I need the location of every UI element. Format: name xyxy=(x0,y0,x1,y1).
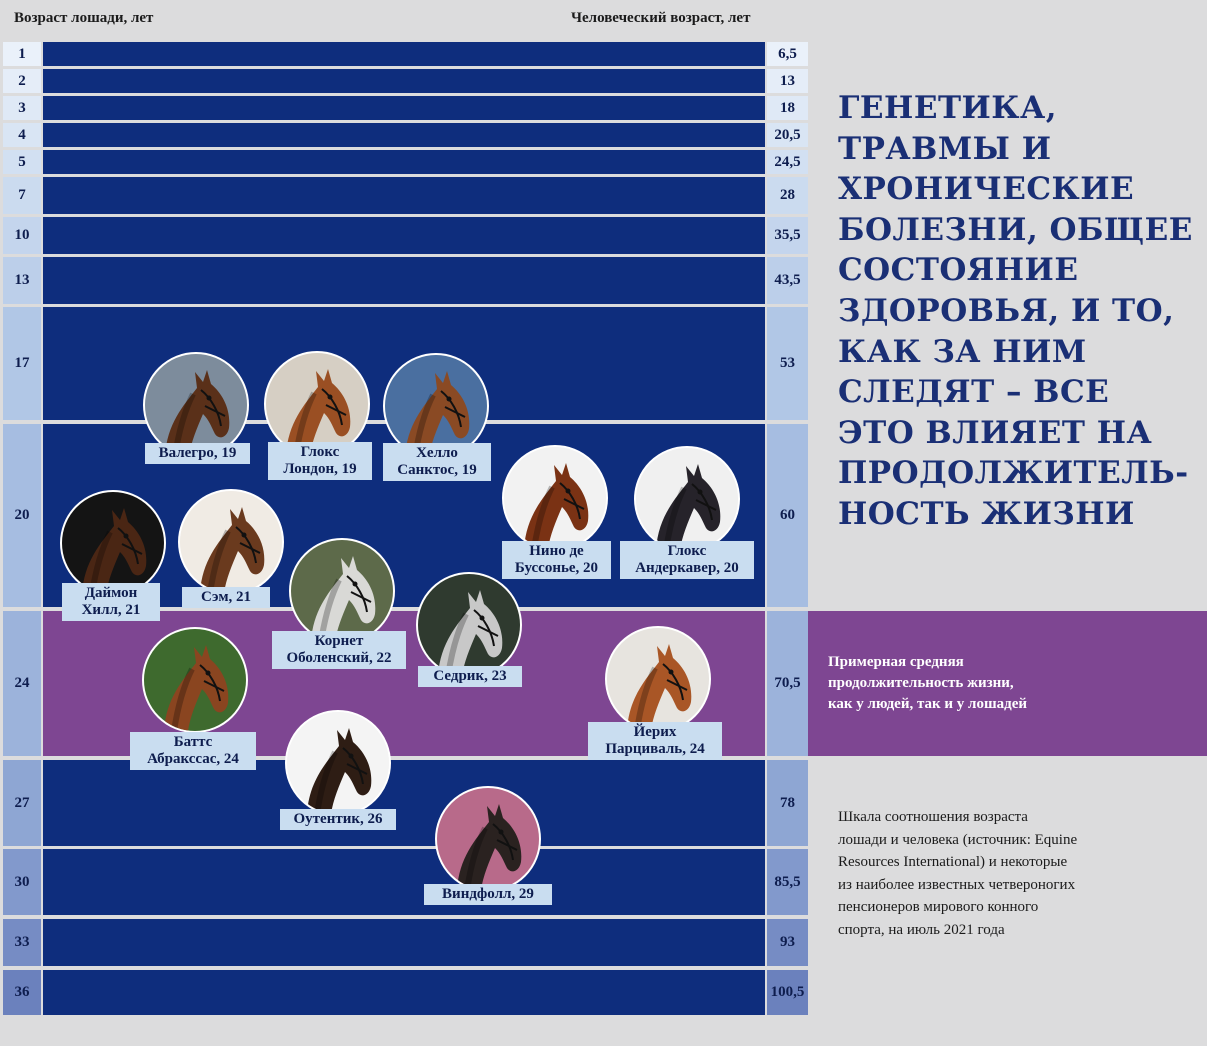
age-bar xyxy=(43,919,765,966)
human-age-axis-label: Человеческий возраст, лет xyxy=(571,10,751,26)
horse-name-label xyxy=(620,541,754,579)
headline-line: СОСТОЯНИЕ xyxy=(838,252,1079,289)
headline-line: НОСТЬ ЖИЗНИ xyxy=(838,495,1135,532)
horse-name-line: Валегро, 19 xyxy=(158,445,237,461)
horse-name-label xyxy=(280,809,396,830)
horse-portrait xyxy=(435,786,541,892)
headline-line: ГЕНЕТИКА, xyxy=(838,90,1058,126)
horse-age-value: 33 xyxy=(3,919,41,966)
human-age-value: 78 xyxy=(767,760,808,846)
horse-name-label xyxy=(130,732,256,770)
source-note-line: Шкала соотношения возраста xyxy=(838,809,1028,825)
horse-portrait xyxy=(416,572,522,678)
headline-line: ПРОДОЛЖИТЕЛЬ- xyxy=(838,455,1189,492)
legend-line: Примерная средняя xyxy=(828,654,964,670)
horse-photo-icon xyxy=(291,540,393,642)
human-age-value: 13 xyxy=(767,69,808,93)
legend-line: продолжительность жизни, xyxy=(828,675,1014,691)
age-row xyxy=(0,177,808,214)
horse-portrait xyxy=(178,489,284,595)
horse-age-value: 1 xyxy=(3,42,41,66)
age-bar xyxy=(43,849,765,915)
horse-name-line: Виндфолл, 29 xyxy=(442,886,534,902)
horse-portrait xyxy=(289,538,395,644)
human-age-value: 24,5 xyxy=(767,150,808,174)
horse-age-value: 30 xyxy=(3,849,41,915)
horse-age-value: 17 xyxy=(3,307,41,420)
horse-name-label xyxy=(418,666,522,687)
horse-portrait xyxy=(502,445,608,551)
horse-age-value: 4 xyxy=(3,123,41,147)
horse-age-value: 36 xyxy=(3,970,41,1015)
horse-name-line: Андеркавер, 20 xyxy=(635,560,739,576)
horse-name-line: Глокс xyxy=(300,444,340,460)
age-bar xyxy=(43,257,765,304)
headline-line: ХРОНИЧЕСКИЕ xyxy=(838,171,1135,208)
horse-photo-icon xyxy=(636,448,738,550)
human-age-value: 70,5 xyxy=(767,611,808,756)
horse-name-line: Сэм, 21 xyxy=(200,589,252,605)
age-row xyxy=(0,970,808,1015)
human-age-value: 60 xyxy=(767,424,808,607)
horse-age-value: 2 xyxy=(3,69,41,93)
horse-portrait xyxy=(634,446,740,552)
horse-age-value: 10 xyxy=(3,217,41,254)
horse-age-value: 3 xyxy=(3,96,41,120)
horse-name-label xyxy=(588,722,722,760)
horse-portrait xyxy=(60,490,166,596)
horse-name-label xyxy=(268,442,372,480)
horse-name-line: Йерих xyxy=(633,724,677,740)
source-note-line: из наиболее известных четвероногих xyxy=(838,876,1076,893)
horse-name-line: Глокс xyxy=(667,543,707,559)
horse-name-label xyxy=(272,631,406,669)
horse-photo-icon xyxy=(504,447,606,549)
age-bar xyxy=(43,217,765,254)
horse-portrait xyxy=(142,627,248,733)
source-note-line: лошади и человека (источник: Equine xyxy=(838,831,1078,848)
horse-name-label xyxy=(145,443,250,464)
human-age-value: 53 xyxy=(767,307,808,420)
headline-line: БОЛЕЗНИ, ОБЩЕЕ xyxy=(838,211,1193,248)
age-bar xyxy=(43,96,765,120)
horse-name-line: Седрик, 23 xyxy=(433,668,507,684)
horse-name-line: Буссонье, 20 xyxy=(514,560,599,576)
headline-line: ТРАВМЫ И xyxy=(838,130,1052,167)
human-age-value: 100,5 xyxy=(767,970,808,1015)
age-bar xyxy=(43,150,765,174)
horse-name-line: Даймон xyxy=(84,585,138,601)
horse-photo-icon xyxy=(287,712,389,814)
horse-photo-icon xyxy=(62,492,164,594)
human-age-value: 93 xyxy=(767,919,808,966)
source-note-line: спорта, на июль 2021 года xyxy=(838,921,1005,938)
horse-name-line: Оутентик, 26 xyxy=(293,811,383,827)
headline xyxy=(838,88,1198,535)
horse-name-line: Баттс xyxy=(173,734,213,750)
horse-photo-icon xyxy=(418,574,520,676)
age-row xyxy=(0,150,808,174)
horse-name-line: Нино де xyxy=(529,543,584,559)
horse-age-value: 5 xyxy=(3,150,41,174)
horse-name-line: Оболенский, 22 xyxy=(286,650,392,666)
human-age-value: 18 xyxy=(767,96,808,120)
age-row xyxy=(0,123,808,147)
lifespan-legend xyxy=(828,652,1027,715)
horse-age-value: 27 xyxy=(3,760,41,846)
horse-photo-icon xyxy=(145,354,247,456)
age-row xyxy=(0,760,808,846)
human-age-value: 20,5 xyxy=(767,123,808,147)
age-row xyxy=(0,217,808,254)
age-bar xyxy=(43,177,765,214)
age-bar xyxy=(43,123,765,147)
age-row xyxy=(0,69,808,93)
age-row xyxy=(0,849,808,915)
legend-line: как у людей, так и у лошадей xyxy=(828,696,1028,712)
horse-name-line: Парциваль, 24 xyxy=(605,741,705,757)
horse-name-label xyxy=(182,587,270,608)
horse-name-line: Абракссас, 24 xyxy=(147,751,239,767)
horse-portrait xyxy=(605,626,711,732)
age-bar xyxy=(43,42,765,66)
source-note-line: пенсионеров мирового конного xyxy=(838,899,1039,915)
horse-name-line: Санктос, 19 xyxy=(397,462,477,478)
headline-line: СЛЕДЯТ – ВСЕ xyxy=(838,374,1110,411)
headline-line: ЭТО ВЛИЯЕТ НА xyxy=(838,414,1153,451)
human-age-value: 6,5 xyxy=(767,42,808,66)
horse-age-value: 20 xyxy=(3,424,41,607)
human-age-value: 85,5 xyxy=(767,849,808,915)
horse-age-value: 24 xyxy=(3,611,41,756)
horse-name-line: Корнет xyxy=(314,633,364,649)
source-note-line: Resources International) и некоторые xyxy=(838,854,1068,870)
age-row xyxy=(0,96,808,120)
horse-age-value: 13 xyxy=(3,257,41,304)
age-bar xyxy=(43,69,765,93)
age-bar xyxy=(43,760,765,846)
horse-photo-icon xyxy=(266,353,368,455)
horse-name-line: Лондон, 19 xyxy=(283,461,357,477)
horse-name-line: Хелло xyxy=(416,445,458,461)
horse-name-label xyxy=(502,541,611,579)
horse-photo-icon xyxy=(385,355,487,457)
horse-photo-icon xyxy=(607,628,709,730)
horse-age-axis-label: Возраст лошади, лет xyxy=(14,10,154,26)
horse-photo-icon xyxy=(144,629,246,731)
horse-name-label xyxy=(424,884,552,905)
horse-name-line: Хилл, 21 xyxy=(81,602,141,618)
human-age-value: 28 xyxy=(767,177,808,214)
human-age-value: 43,5 xyxy=(767,257,808,304)
age-bar xyxy=(43,970,765,1015)
horse-name-label xyxy=(383,443,491,481)
age-row xyxy=(0,919,808,966)
horse-age-value: 7 xyxy=(3,177,41,214)
age-row xyxy=(0,42,808,66)
age-row xyxy=(0,257,808,304)
horse-portrait xyxy=(285,710,391,816)
horse-photo-icon xyxy=(180,491,282,593)
headline-line: ЗДОРОВЬЯ, И ТО, xyxy=(838,292,1175,329)
horse-photo-icon xyxy=(437,788,539,890)
headline-line: КАК ЗА НИМ xyxy=(838,333,1087,370)
source-note xyxy=(838,806,1077,941)
human-age-value: 35,5 xyxy=(767,217,808,254)
horse-name-label xyxy=(62,583,160,621)
